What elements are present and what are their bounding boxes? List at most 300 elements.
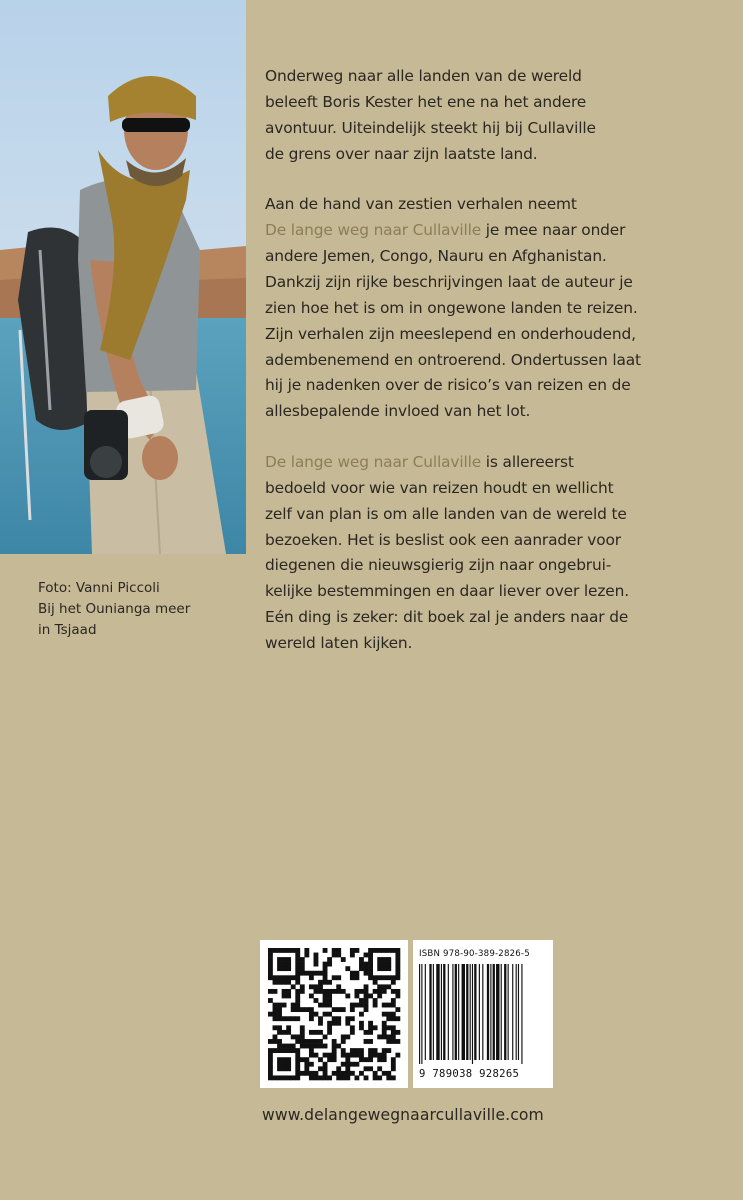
barcode-bar	[504, 964, 506, 1060]
barcode-bar	[490, 964, 491, 1060]
qr-module	[395, 1030, 400, 1035]
paragraph-1	[265, 64, 725, 168]
qr-module	[350, 1071, 355, 1076]
qr-module	[391, 1062, 396, 1067]
qr-module	[277, 1039, 282, 1044]
qr-module	[336, 975, 341, 980]
qr-module	[382, 1048, 387, 1053]
text-line	[265, 244, 725, 270]
qr-module	[332, 953, 337, 958]
qr-module	[295, 1034, 300, 1039]
qr-module	[277, 1012, 282, 1017]
qr-module	[318, 1075, 323, 1080]
qr-module	[359, 1021, 364, 1026]
qr-module	[332, 1044, 337, 1049]
qr-module	[327, 957, 332, 962]
qr-module	[395, 948, 400, 953]
qr-module	[377, 1053, 382, 1058]
qr-module	[295, 1003, 300, 1008]
text-segment: beleeft Boris Kester het ene na het andere	[265, 92, 587, 111]
qr-module	[327, 962, 332, 967]
text-segment: adembenemend en ontroerend. Ondertussen laat	[265, 350, 641, 369]
qr-module	[382, 1021, 387, 1026]
qr-module	[277, 948, 282, 953]
qr-module	[341, 1075, 346, 1080]
qr-module	[282, 1062, 287, 1067]
text-line	[265, 502, 725, 528]
qr-module	[391, 1012, 396, 1017]
qr-module	[341, 1053, 346, 1058]
qr-module	[377, 948, 382, 953]
barcode-bar	[441, 964, 442, 1060]
qr-module	[395, 966, 400, 971]
isbn-barcode	[413, 940, 553, 1088]
qr-module	[341, 1039, 346, 1044]
qr-module	[350, 975, 355, 980]
qr-module	[377, 1034, 382, 1039]
qr-module	[304, 1062, 309, 1067]
qr-module	[327, 1003, 332, 1008]
qr-module	[282, 1048, 287, 1053]
qr-module	[368, 1066, 373, 1071]
text-segment: je mee naar onder	[481, 221, 626, 240]
qr-module	[323, 989, 328, 994]
qr-module	[364, 994, 369, 999]
qr-module	[364, 1066, 369, 1071]
qr-module	[323, 1071, 328, 1076]
qr-module	[336, 1007, 341, 1012]
qr-module	[268, 953, 273, 958]
qr-module	[373, 1025, 378, 1030]
qr-module	[332, 948, 337, 953]
qr-module	[314, 971, 319, 976]
qr-module	[304, 1071, 309, 1076]
qr-module	[323, 1012, 328, 1017]
qr-module	[273, 948, 278, 953]
qr-module	[359, 1003, 364, 1008]
barcode-bar	[458, 964, 459, 1060]
qr-module	[377, 984, 382, 989]
barcode-bar	[448, 964, 449, 1060]
qr-module	[286, 1075, 291, 1080]
qr-module	[350, 1053, 355, 1058]
text-line	[265, 373, 725, 399]
qr-module	[377, 975, 382, 980]
qr-module	[323, 1044, 328, 1049]
qr-module	[323, 1053, 328, 1058]
qr-code-icon	[260, 940, 408, 1088]
qr-module	[273, 1025, 278, 1030]
text-segment: diegenen die nieuwsgierig zijn naar ongebrui-	[265, 556, 612, 575]
qr-module	[268, 1057, 273, 1062]
qr-module	[350, 1007, 355, 1012]
barcode-bar	[472, 964, 473, 1064]
qr-module	[377, 1075, 382, 1080]
qr-module	[327, 1053, 332, 1058]
qr-module	[277, 980, 282, 985]
qr-module	[345, 1066, 350, 1071]
barcode-bars	[419, 964, 547, 1064]
qr-module	[341, 989, 346, 994]
qr-module	[309, 975, 314, 980]
qr-module	[345, 1062, 350, 1067]
qr-module	[364, 1007, 369, 1012]
qr-module	[291, 984, 296, 989]
qr-module	[391, 1003, 396, 1008]
qr-module	[382, 1025, 387, 1030]
qr-module	[368, 957, 373, 962]
qr-module	[373, 1053, 378, 1058]
text-line	[265, 476, 725, 502]
qr-module	[382, 1012, 387, 1017]
qr-module	[300, 1025, 305, 1030]
text-line	[265, 399, 725, 425]
qr-module	[368, 966, 373, 971]
qr-module	[386, 1025, 391, 1030]
text-segment: zelf van plan is om alle landen van de wereld te	[265, 504, 627, 523]
qr-module	[373, 948, 378, 953]
qr-module	[336, 989, 341, 994]
qr-module	[286, 957, 291, 962]
text-segment: Dankzij zijn rijke beschrijvingen laat de auteur je	[265, 272, 633, 291]
qr-module	[336, 1071, 341, 1076]
qr-module	[286, 1048, 291, 1053]
qr-module	[350, 1025, 355, 1030]
qr-module	[277, 966, 282, 971]
barcode-bar	[470, 964, 471, 1060]
qr-module	[368, 1048, 373, 1053]
qr-module	[314, 1075, 319, 1080]
barcode-bar	[482, 964, 483, 1060]
qr-module	[386, 1071, 391, 1076]
qr-module	[327, 1021, 332, 1026]
qr-module	[386, 1048, 391, 1053]
barcode-bar	[425, 964, 426, 1060]
qr-module	[350, 948, 355, 953]
book-title-highlight: De lange weg naar Cullaville	[265, 452, 482, 471]
qr-module	[327, 1057, 332, 1062]
qr-module	[386, 1039, 391, 1044]
qr-module	[273, 1034, 278, 1039]
qr-module	[323, 1075, 328, 1080]
qr-module	[354, 948, 359, 953]
qr-module	[314, 1053, 319, 1058]
qr-module	[350, 953, 355, 958]
qr-module	[286, 948, 291, 953]
text-segment: bezoeken. Het is beslist ook een aanrader voor	[265, 530, 621, 549]
qr-module	[286, 980, 291, 985]
barcode-bar	[433, 964, 434, 1060]
qr-module	[291, 1048, 296, 1053]
qr-module	[382, 1030, 387, 1035]
qr-module	[273, 1016, 278, 1021]
qr-module	[318, 971, 323, 976]
text-segment: Eén ding is zeker: dit boek zal je anders naar de	[265, 608, 629, 627]
text-line	[265, 192, 725, 218]
qr-module	[300, 1034, 305, 1039]
qr-module	[318, 1021, 323, 1026]
qr-module	[286, 966, 291, 971]
qr-module	[318, 1057, 323, 1062]
text-line	[265, 528, 725, 554]
qr-module	[277, 1044, 282, 1049]
barcode-bar	[436, 964, 439, 1060]
qr-module	[373, 998, 378, 1003]
qr-module	[273, 1003, 278, 1008]
qr-module	[282, 966, 287, 971]
qr-module	[282, 1066, 287, 1071]
qr-module	[354, 1053, 359, 1058]
qr-module	[350, 971, 355, 976]
qr-module	[364, 989, 369, 994]
qr-module	[354, 1075, 359, 1080]
qr-module	[345, 1016, 350, 1021]
barcode-bar	[521, 964, 522, 1064]
barcode-bar	[443, 964, 445, 1060]
qr-module	[323, 994, 328, 999]
qr-module	[386, 957, 391, 962]
qr-module	[364, 962, 369, 967]
qr-module	[373, 1071, 378, 1076]
qr-module	[386, 984, 391, 989]
qr-module	[377, 994, 382, 999]
qr-module	[377, 962, 382, 967]
qr-module	[295, 1071, 300, 1076]
qr-module	[395, 957, 400, 962]
text-line	[265, 296, 725, 322]
qr-module	[309, 1053, 314, 1058]
qr-module	[327, 989, 332, 994]
qr-module	[314, 1012, 319, 1017]
text-segment: hij je nadenken over de risico’s van reizen en de	[265, 376, 631, 395]
qr-module	[323, 998, 328, 1003]
qr-module	[373, 1075, 378, 1080]
qr-module	[386, 948, 391, 953]
qr-module	[368, 948, 373, 953]
qr-module	[300, 962, 305, 967]
qr-module	[327, 1025, 332, 1030]
qr-module	[314, 962, 319, 967]
qr-module	[341, 1048, 346, 1053]
text-segment: andere Jemen, Congo, Nauru en Afghanistan.	[265, 246, 607, 265]
qr-module	[395, 953, 400, 958]
qr-module	[295, 953, 300, 958]
qr-module	[395, 1016, 400, 1021]
qr-module	[395, 1039, 400, 1044]
qr-module	[391, 1066, 396, 1071]
website-url[interactable]: www.delangewegnaarcullaville.com	[262, 1106, 544, 1124]
qr-module	[336, 1044, 341, 1049]
qr-module	[368, 994, 373, 999]
qr-module	[318, 1044, 323, 1049]
qr-module	[359, 957, 364, 962]
qr-module	[323, 1066, 328, 1071]
qr-module	[277, 1016, 282, 1021]
qr-module	[268, 998, 273, 1003]
qr-module	[377, 1066, 382, 1071]
qr-module	[345, 1053, 350, 1058]
qr-module	[309, 971, 314, 976]
qr-module	[382, 962, 387, 967]
qr-module	[386, 975, 391, 980]
text-segment: bedoeld voor wie van reizen houdt en wellicht	[265, 478, 614, 497]
qr-module	[282, 948, 287, 953]
qr-module	[295, 998, 300, 1003]
isbn-label: ISBN 978-90-389-2826-5	[419, 949, 530, 959]
qr-module	[282, 1057, 287, 1062]
qr-module	[332, 975, 337, 980]
qr-module	[345, 1034, 350, 1039]
qr-module	[277, 1003, 282, 1008]
text-line	[265, 218, 725, 244]
caption-line-3: in Tsjaad	[38, 622, 97, 638]
qr-module	[268, 1012, 273, 1017]
qr-module	[368, 1057, 373, 1062]
qr-module	[309, 984, 314, 989]
text-segment: Aan de hand van zestien verhalen neemt	[265, 195, 577, 214]
text-segment: is allereerst	[481, 452, 574, 471]
qr-module	[391, 989, 396, 994]
qr-module	[273, 980, 278, 985]
photo-caption	[38, 578, 238, 641]
text-line	[265, 450, 725, 476]
qr-module	[268, 1062, 273, 1067]
qr-module	[368, 1030, 373, 1035]
qr-module	[277, 957, 282, 962]
qr-module	[273, 1048, 278, 1053]
author-photo-image	[0, 0, 246, 554]
qr-module	[364, 1039, 369, 1044]
qr-module	[291, 1034, 296, 1039]
qr-module	[364, 1003, 369, 1008]
qr-module	[304, 948, 309, 953]
qr-module	[364, 953, 369, 958]
qr-module	[273, 975, 278, 980]
qr-module	[268, 1071, 273, 1076]
qr-module	[268, 962, 273, 967]
text-line	[265, 553, 725, 579]
qr-module	[304, 1044, 309, 1049]
qr-module	[368, 975, 373, 980]
qr-module	[300, 989, 305, 994]
qr-module	[277, 1057, 282, 1062]
qr-module	[295, 975, 300, 980]
qr-module	[277, 1062, 282, 1067]
qr-module	[336, 953, 341, 958]
qr-module	[295, 1053, 300, 1058]
qr-module	[382, 1057, 387, 1062]
qr-module	[345, 1071, 350, 1076]
qr-module	[373, 1048, 378, 1053]
qr-module	[354, 975, 359, 980]
qr-module	[345, 1075, 350, 1080]
qr-module	[314, 957, 319, 962]
qr-module	[336, 1066, 341, 1071]
qr-module	[382, 948, 387, 953]
qr-module	[323, 975, 328, 980]
qr-module	[359, 989, 364, 994]
qr-module	[336, 1016, 341, 1021]
text-segment: Zijn verhalen zijn meeslepend en onderhoudend,	[265, 324, 636, 343]
qr-module	[286, 1062, 291, 1067]
qr-module	[295, 1007, 300, 1012]
qr-module	[277, 1007, 282, 1012]
qr-module	[377, 989, 382, 994]
qr-module	[309, 1048, 314, 1053]
qr-module	[395, 994, 400, 999]
qr-module	[359, 1053, 364, 1058]
barcode-bar	[479, 964, 480, 1060]
qr-module	[318, 1016, 323, 1021]
qr-module	[364, 1030, 369, 1035]
qr-module	[332, 1007, 337, 1012]
qr-module	[377, 957, 382, 962]
text-line	[265, 579, 725, 605]
qr-module	[359, 962, 364, 967]
qr-module	[268, 957, 273, 962]
qr-module	[300, 1071, 305, 1076]
qr-module	[318, 984, 323, 989]
qr-module	[273, 1012, 278, 1017]
qr-module	[382, 966, 387, 971]
qr-module	[309, 1039, 314, 1044]
text-segment: kelijke bestemmingen en daar liever over lezen.	[265, 582, 629, 601]
qr-module	[327, 1075, 332, 1080]
barcode-bar	[462, 964, 465, 1060]
qr-module	[309, 1071, 314, 1076]
qr-module	[323, 1062, 328, 1067]
text-line	[265, 348, 725, 374]
qr-module	[341, 957, 346, 962]
qr-module	[291, 948, 296, 953]
qr-module	[268, 1039, 273, 1044]
qr-module	[314, 1030, 319, 1035]
qr-module	[286, 1057, 291, 1062]
qr-module	[368, 971, 373, 976]
text-line	[265, 270, 725, 296]
qr-module	[314, 953, 319, 958]
barcode-bar	[452, 964, 453, 1060]
qr-module	[282, 962, 287, 967]
qr-module	[273, 989, 278, 994]
qr-module	[286, 1066, 291, 1071]
qr-module	[345, 1021, 350, 1026]
text-segment: Onderweg naar alle landen van de wereld	[265, 67, 582, 85]
qr-module	[382, 957, 387, 962]
text-line	[265, 142, 725, 168]
qr-module	[286, 1030, 291, 1035]
qr-module	[295, 957, 300, 962]
qr-module	[282, 1030, 287, 1035]
qr-module	[304, 1057, 309, 1062]
paragraph-3	[265, 450, 725, 657]
qr-code-graphic	[260, 940, 408, 1088]
qr-module	[386, 1016, 391, 1021]
qr-module	[382, 1003, 387, 1008]
qr-module	[300, 1057, 305, 1062]
qr-module	[391, 998, 396, 1003]
qr-module	[323, 962, 328, 967]
qr-module	[300, 984, 305, 989]
qr-module	[323, 971, 328, 976]
qr-module	[395, 1007, 400, 1012]
qr-module	[309, 1044, 314, 1049]
qr-module	[368, 953, 373, 958]
qr-module	[268, 1066, 273, 1071]
qr-module	[373, 1003, 378, 1008]
qr-module	[295, 994, 300, 999]
qr-module	[364, 1075, 369, 1080]
